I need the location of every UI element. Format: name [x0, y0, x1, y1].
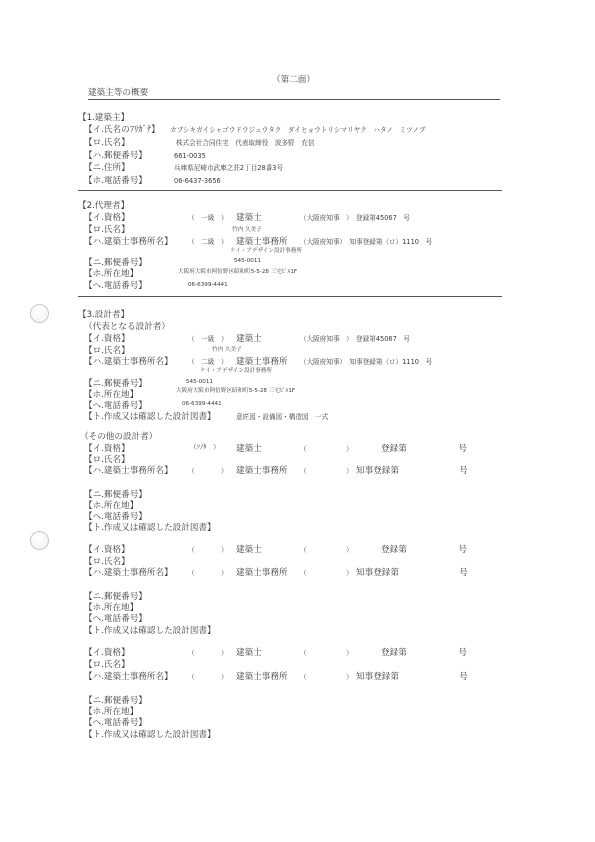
other2-qualification-title: 建築士 [236, 545, 262, 555]
rep-registration: （大阪府知事 ） 登録第45067 号 [300, 335, 410, 343]
other3-office-paren: （ ） [300, 673, 353, 681]
agent-qualification-title: 建築士 [236, 213, 262, 223]
other-designers-header: （その他の設計者） [80, 432, 158, 442]
other3-postal-label: 【ニ.郵便番号】 [84, 696, 147, 706]
other3-drawings-label: 【ト.作成又は確認した設計図書】 [84, 730, 216, 740]
rep-drawings-label: 【ト.作成又は確認した設計図書】 [84, 412, 216, 422]
other3-office-label: 【ハ.建築士事務所名】 [84, 672, 173, 682]
agent-office-title: 建築士事務所 [236, 237, 288, 247]
rep-address-value: 大阪府大阪市阿倍野区昭和町5-5-28 三宅ﾋﾞﾙ1F [176, 388, 296, 394]
rep-office-name: ケイ・アデザイン設計事務所 [200, 368, 272, 374]
other1-drawings-label: 【ト.作成又は確認した設計図書】 [84, 523, 216, 533]
rep-office-registration: （大阪府知事） 知事登録第（ロ）1110 号 [300, 358, 433, 366]
other3-qualification-grade: （ ） [188, 649, 228, 657]
other1-qualification-label: 【イ.資格】 [84, 444, 130, 454]
other2-office-grade: （ ） [188, 569, 228, 577]
rep-postal-label: 【ニ.郵便番号】 [84, 379, 147, 389]
rep-name-value: 竹内 久美子 [212, 347, 242, 353]
other2-qualification-grade: （ ） [188, 546, 228, 554]
owner-name-value: 株式会社合同住宅 代表取締役 波多野 充信 [176, 139, 315, 147]
other1-registration: 登録第 号 [381, 444, 467, 454]
other1-office-label: 【ハ.建築士事務所名】 [84, 466, 173, 476]
representative-designer-header: （代表となる設計者） [84, 322, 170, 332]
other1-qualification-grade: （ｿﾉﾀ ） [190, 443, 220, 451]
other2-office-registration: 知事登録第 号 [356, 568, 468, 578]
owner-furigana-label: 【イ.氏名のﾌﾘｶﾞﾅ】 [84, 125, 160, 135]
other3-registration-paren: （ ） [300, 649, 353, 657]
rep-office-title: 建築士事務所 [236, 357, 288, 367]
agent-phone-label: 【ヘ.電話番号】 [84, 281, 147, 291]
other3-office-grade: （ ） [188, 673, 228, 681]
other3-office-registration: 知事登録第 号 [356, 672, 468, 682]
agent-phone-value: 06-6399-4441 [188, 282, 228, 288]
other1-name-label: 【ロ.氏名】 [84, 455, 130, 465]
other2-registration: 登録第 号 [381, 545, 467, 555]
other2-office-title: 建築士事務所 [236, 568, 288, 578]
other2-address-label: 【ホ.所在地】 [84, 603, 139, 613]
owner-header: 【1.建築主】 [78, 113, 130, 123]
rep-qualification-title: 建築士 [236, 334, 262, 344]
other1-phone-label: 【ヘ.電話番号】 [84, 512, 147, 522]
other2-office-paren: （ ） [300, 569, 353, 577]
agent-qualification-grade: （ 一級 ） [188, 214, 228, 222]
agent-header: 【2.代理者】 [78, 201, 130, 211]
owner-postal-value: 661-0035 [174, 152, 206, 160]
agent-name-value: 竹内 久美子 [232, 227, 262, 233]
agent-registration: （大阪府知事 ） 登録第45067 号 [300, 214, 410, 222]
other2-office-label: 【ハ.建築士事務所名】 [84, 568, 173, 578]
agent-office-grade: （ 二級 ） [188, 238, 228, 246]
agent-name-label: 【ロ.氏名】 [84, 225, 130, 235]
rep-office-label: 【ハ.建築士事務所名】 [84, 357, 173, 367]
owner-phone-label: 【ホ.電話番号】 [84, 176, 147, 186]
agent-office-registration: （大阪府知事） 知事登録第（ロ）1110 号 [300, 238, 433, 246]
divider [78, 190, 502, 191]
other2-registration-paren: （ ） [300, 546, 353, 554]
rep-qualification-grade: （ 一級 ） [188, 335, 228, 343]
other3-office-title: 建築士事務所 [236, 672, 288, 682]
owner-furigana-value: カブシキガイシャゴウドウジュウタク ダイヒョウトリシマリヤク ハタノ ミツノブ [170, 126, 426, 134]
punch-hole-top [30, 304, 49, 323]
divider [88, 99, 500, 100]
designers-header: 【3.設計者】 [78, 310, 130, 320]
rep-phone-value: 06-6399-4441 [182, 401, 222, 407]
other1-postal-label: 【ニ.郵便番号】 [84, 490, 147, 500]
agent-postal-label: 【ニ.郵便番号】 [84, 258, 147, 268]
other1-office-title: 建築士事務所 [236, 466, 288, 476]
agent-qualification-label: 【イ.資格】 [84, 213, 130, 223]
owner-address-label: 【ニ.住所】 [84, 163, 130, 173]
sheet-title: （第二面） [272, 75, 315, 85]
other2-postal-label: 【ニ.郵便番号】 [84, 592, 147, 602]
agent-address-label: 【ホ.所在地】 [84, 269, 139, 279]
owner-phone-value: 06-6437-3656 [174, 177, 221, 185]
other3-registration: 登録第 号 [381, 648, 467, 658]
divider [78, 296, 502, 297]
other3-qualification-title: 建築士 [236, 648, 262, 658]
other1-qualification-title: 建築士 [236, 444, 262, 454]
agent-postal-value: 545-0011 [234, 258, 261, 264]
other1-registration-paren: （ ） [300, 445, 353, 453]
rep-office-grade: （ 二級 ） [188, 358, 228, 366]
other2-qualification-label: 【イ.資格】 [84, 545, 130, 555]
form-title: 建築主等の概要 [88, 88, 149, 98]
other3-qualification-label: 【イ.資格】 [84, 648, 130, 658]
other1-office-registration: 知事登録第 号 [356, 466, 468, 476]
owner-postal-label: 【ハ.郵便番号】 [84, 151, 147, 161]
agent-office-label: 【ハ.建築士事務所名】 [84, 237, 173, 247]
other1-address-label: 【ホ.所在地】 [84, 501, 139, 511]
other3-phone-label: 【ヘ.電話番号】 [84, 718, 147, 728]
owner-name-label: 【ロ.氏名】 [84, 138, 130, 148]
rep-phone-label: 【ヘ.電話番号】 [84, 401, 147, 411]
rep-postal-value: 545-0011 [186, 379, 213, 385]
punch-hole-bottom [30, 531, 49, 550]
owner-address-value: 兵庫県尼崎市武庫之荘2丁目28番3号 [174, 164, 284, 172]
other3-name-label: 【ロ.氏名】 [84, 660, 130, 670]
other2-phone-label: 【ヘ.電話番号】 [84, 614, 147, 624]
agent-address-value: 大阪府大阪市阿倍野区昭和町5-5-28 三宅ﾋﾞﾙ1F [178, 269, 298, 275]
rep-drawings-value: 意匠図・設備図・構造図 一式 [236, 413, 329, 421]
agent-office-name: ケイ・アデザイン設計事務所 [230, 248, 302, 254]
other1-office-grade: （ ） [188, 467, 228, 475]
rep-address-label: 【ホ.所在地】 [84, 390, 139, 400]
other1-office-paren: （ ） [300, 467, 353, 475]
rep-name-label: 【ロ.氏名】 [84, 346, 130, 356]
other2-drawings-label: 【ト.作成又は確認した設計図書】 [84, 626, 216, 636]
other2-name-label: 【ロ.氏名】 [84, 557, 130, 567]
rep-qualification-label: 【イ.資格】 [84, 334, 130, 344]
other3-address-label: 【ホ.所在地】 [84, 707, 139, 717]
